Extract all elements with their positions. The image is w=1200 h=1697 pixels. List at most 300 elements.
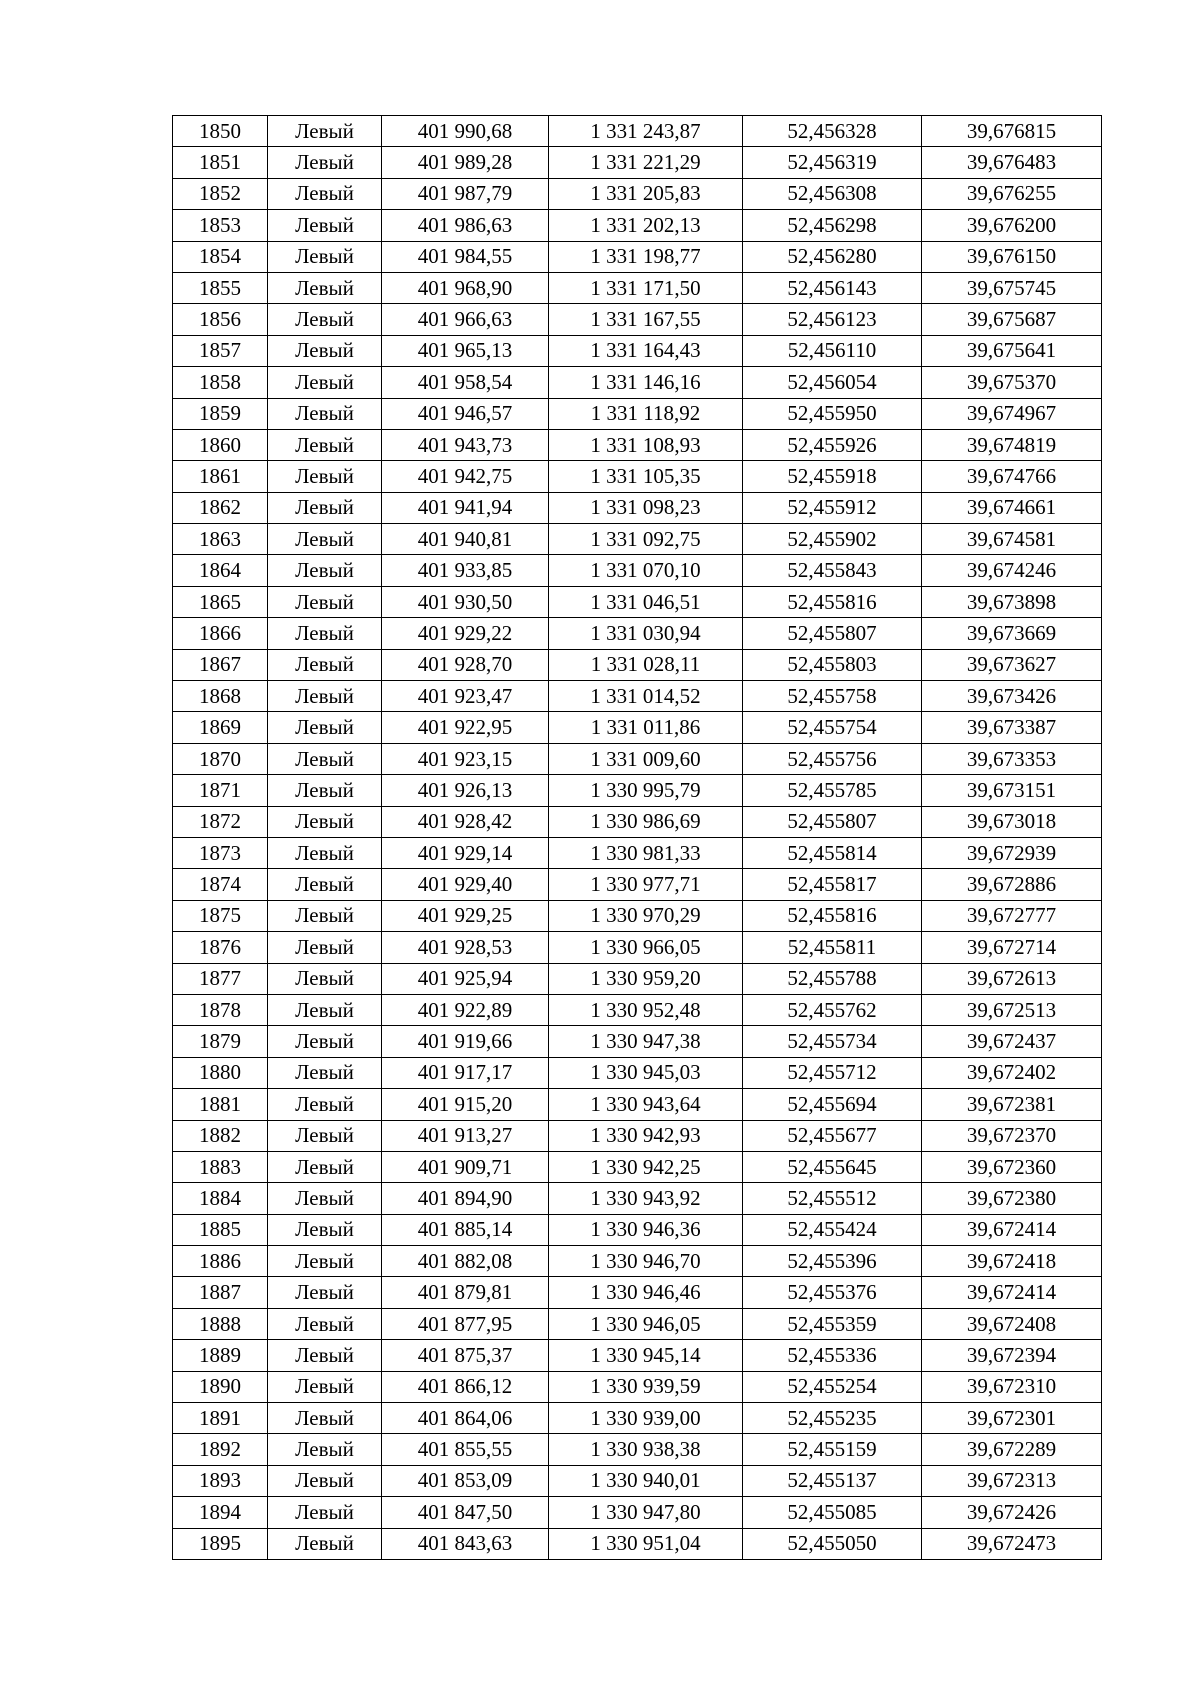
longitude-cell: 39,673353 [922, 743, 1102, 774]
side-cell: Левый [268, 994, 382, 1025]
longitude-cell: 39,672360 [922, 1151, 1102, 1182]
latitude-cell: 52,455254 [743, 1371, 922, 1402]
point-number-cell: 1886 [173, 1246, 268, 1277]
x-coordinate-cell: 401 928,70 [382, 649, 549, 680]
table-row [173, 1120, 1102, 1151]
side-cell: Левый [268, 116, 382, 147]
table-row [173, 555, 1102, 586]
point-number-cell: 1867 [173, 649, 268, 680]
longitude-cell: 39,672426 [922, 1497, 1102, 1528]
table-row [173, 1497, 1102, 1528]
point-number-cell: 1881 [173, 1089, 268, 1120]
side-cell: Левый [268, 1465, 382, 1496]
latitude-cell: 52,456123 [743, 304, 922, 335]
longitude-cell: 39,676150 [922, 241, 1102, 272]
y-coordinate-cell: 1 331 092,75 [549, 524, 743, 555]
y-coordinate-cell: 1 331 205,83 [549, 178, 743, 209]
x-coordinate-cell: 401 928,53 [382, 932, 549, 963]
table-row [173, 147, 1102, 178]
table-row [173, 524, 1102, 555]
latitude-cell: 52,455694 [743, 1089, 922, 1120]
longitude-cell: 39,673898 [922, 586, 1102, 617]
y-coordinate-cell: 1 331 146,16 [549, 367, 743, 398]
side-cell: Левый [268, 461, 382, 492]
x-coordinate-cell: 401 987,79 [382, 178, 549, 209]
y-coordinate-cell: 1 331 202,13 [549, 210, 743, 241]
side-cell: Левый [268, 335, 382, 366]
longitude-cell: 39,672777 [922, 900, 1102, 931]
table-row [173, 1308, 1102, 1339]
latitude-cell: 52,455926 [743, 429, 922, 460]
table-row [173, 932, 1102, 963]
point-number-cell: 1850 [173, 116, 268, 147]
longitude-cell: 39,675687 [922, 304, 1102, 335]
y-coordinate-cell: 1 330 945,14 [549, 1340, 743, 1371]
latitude-cell: 52,455754 [743, 712, 922, 743]
point-number-cell: 1860 [173, 429, 268, 460]
table-row [173, 367, 1102, 398]
longitude-cell: 39,672939 [922, 837, 1102, 868]
table-row [173, 304, 1102, 335]
y-coordinate-cell: 1 331 014,52 [549, 681, 743, 712]
point-number-cell: 1869 [173, 712, 268, 743]
point-number-cell: 1889 [173, 1340, 268, 1371]
latitude-cell: 52,455811 [743, 932, 922, 963]
point-number-cell: 1878 [173, 994, 268, 1025]
latitude-cell: 52,456328 [743, 116, 922, 147]
point-number-cell: 1877 [173, 963, 268, 994]
side-cell: Левый [268, 1403, 382, 1434]
longitude-cell: 39,675745 [922, 272, 1102, 303]
point-number-cell: 1874 [173, 869, 268, 900]
point-number-cell: 1885 [173, 1214, 268, 1245]
point-number-cell: 1884 [173, 1183, 268, 1214]
longitude-cell: 39,672414 [922, 1277, 1102, 1308]
x-coordinate-cell: 401 940,81 [382, 524, 549, 555]
longitude-cell: 39,673018 [922, 806, 1102, 837]
latitude-cell: 52,455950 [743, 398, 922, 429]
table-row [173, 775, 1102, 806]
side-cell: Левый [268, 1089, 382, 1120]
side-cell: Левый [268, 1120, 382, 1151]
longitude-cell: 39,672418 [922, 1246, 1102, 1277]
point-number-cell: 1882 [173, 1120, 268, 1151]
x-coordinate-cell: 401 879,81 [382, 1277, 549, 1308]
x-coordinate-cell: 401 966,63 [382, 304, 549, 335]
y-coordinate-cell: 1 330 970,29 [549, 900, 743, 931]
y-coordinate-cell: 1 330 942,93 [549, 1120, 743, 1151]
y-coordinate-cell: 1 331 118,92 [549, 398, 743, 429]
table-row [173, 429, 1102, 460]
side-cell: Левый [268, 1214, 382, 1245]
x-coordinate-cell: 401 894,90 [382, 1183, 549, 1214]
latitude-cell: 52,456054 [743, 367, 922, 398]
point-number-cell: 1876 [173, 932, 268, 963]
longitude-cell: 39,672310 [922, 1371, 1102, 1402]
x-coordinate-cell: 401 915,20 [382, 1089, 549, 1120]
point-number-cell: 1854 [173, 241, 268, 272]
point-number-cell: 1868 [173, 681, 268, 712]
point-number-cell: 1880 [173, 1057, 268, 1088]
x-coordinate-cell: 401 853,09 [382, 1465, 549, 1496]
longitude-cell: 39,672380 [922, 1183, 1102, 1214]
table-row [173, 272, 1102, 303]
x-coordinate-cell: 401 929,22 [382, 618, 549, 649]
longitude-cell: 39,674581 [922, 524, 1102, 555]
latitude-cell: 52,455396 [743, 1246, 922, 1277]
y-coordinate-cell: 1 330 952,48 [549, 994, 743, 1025]
point-number-cell: 1872 [173, 806, 268, 837]
side-cell: Левый [268, 1497, 382, 1528]
latitude-cell: 52,455137 [743, 1465, 922, 1496]
table-row [173, 869, 1102, 900]
side-cell: Левый [268, 147, 382, 178]
latitude-cell: 52,455807 [743, 806, 922, 837]
y-coordinate-cell: 1 330 981,33 [549, 837, 743, 868]
latitude-cell: 52,455762 [743, 994, 922, 1025]
point-number-cell: 1871 [173, 775, 268, 806]
longitude-cell: 39,676255 [922, 178, 1102, 209]
point-number-cell: 1855 [173, 272, 268, 303]
y-coordinate-cell: 1 330 943,64 [549, 1089, 743, 1120]
side-cell: Левый [268, 712, 382, 743]
y-coordinate-cell: 1 331 108,93 [549, 429, 743, 460]
side-cell: Левый [268, 1308, 382, 1339]
side-cell: Левый [268, 586, 382, 617]
longitude-cell: 39,676483 [922, 147, 1102, 178]
point-number-cell: 1852 [173, 178, 268, 209]
side-cell: Левый [268, 1528, 382, 1559]
table-row [173, 963, 1102, 994]
y-coordinate-cell: 1 330 986,69 [549, 806, 743, 837]
side-cell: Левый [268, 775, 382, 806]
longitude-cell: 39,672513 [922, 994, 1102, 1025]
table-row [173, 1340, 1102, 1371]
table-row [173, 1465, 1102, 1496]
x-coordinate-cell: 401 929,25 [382, 900, 549, 931]
y-coordinate-cell: 1 331 070,10 [549, 555, 743, 586]
side-cell: Левый [268, 524, 382, 555]
point-number-cell: 1865 [173, 586, 268, 617]
table-row [173, 1434, 1102, 1465]
side-cell: Левый [268, 932, 382, 963]
y-coordinate-cell: 1 330 959,20 [549, 963, 743, 994]
y-coordinate-cell: 1 331 098,23 [549, 492, 743, 523]
x-coordinate-cell: 401 923,15 [382, 743, 549, 774]
point-number-cell: 1870 [173, 743, 268, 774]
x-coordinate-cell: 401 933,85 [382, 555, 549, 586]
latitude-cell: 52,456143 [743, 272, 922, 303]
side-cell: Левый [268, 1340, 382, 1371]
latitude-cell: 52,456280 [743, 241, 922, 272]
side-cell: Левый [268, 681, 382, 712]
point-number-cell: 1879 [173, 1026, 268, 1057]
side-cell: Левый [268, 1057, 382, 1088]
table-row [173, 210, 1102, 241]
table-row [173, 1057, 1102, 1088]
longitude-cell: 39,673669 [922, 618, 1102, 649]
latitude-cell: 52,455756 [743, 743, 922, 774]
side-cell: Левый [268, 1026, 382, 1057]
x-coordinate-cell: 401 885,14 [382, 1214, 549, 1245]
side-cell: Левый [268, 1371, 382, 1402]
y-coordinate-cell: 1 330 945,03 [549, 1057, 743, 1088]
table-row [173, 837, 1102, 868]
table-row [173, 461, 1102, 492]
x-coordinate-cell: 401 968,90 [382, 272, 549, 303]
table-row [173, 1089, 1102, 1120]
latitude-cell: 52,455918 [743, 461, 922, 492]
longitude-cell: 39,672473 [922, 1528, 1102, 1559]
y-coordinate-cell: 1 331 030,94 [549, 618, 743, 649]
x-coordinate-cell: 401 847,50 [382, 1497, 549, 1528]
table-row [173, 994, 1102, 1025]
y-coordinate-cell: 1 331 028,11 [549, 649, 743, 680]
point-number-cell: 1861 [173, 461, 268, 492]
point-number-cell: 1859 [173, 398, 268, 429]
y-coordinate-cell: 1 331 221,29 [549, 147, 743, 178]
table-row [173, 806, 1102, 837]
table-row [173, 178, 1102, 209]
x-coordinate-cell: 401 922,89 [382, 994, 549, 1025]
y-coordinate-cell: 1 330 939,59 [549, 1371, 743, 1402]
longitude-cell: 39,672394 [922, 1340, 1102, 1371]
x-coordinate-cell: 401 917,17 [382, 1057, 549, 1088]
latitude-cell: 52,456308 [743, 178, 922, 209]
side-cell: Левый [268, 1277, 382, 1308]
table-row [173, 1277, 1102, 1308]
x-coordinate-cell: 401 941,94 [382, 492, 549, 523]
y-coordinate-cell: 1 330 946,70 [549, 1246, 743, 1277]
longitude-cell: 39,675641 [922, 335, 1102, 366]
point-number-cell: 1883 [173, 1151, 268, 1182]
x-coordinate-cell: 401 989,28 [382, 147, 549, 178]
longitude-cell: 39,672301 [922, 1403, 1102, 1434]
side-cell: Левый [268, 429, 382, 460]
side-cell: Левый [268, 869, 382, 900]
x-coordinate-cell: 401 929,40 [382, 869, 549, 900]
side-cell: Левый [268, 304, 382, 335]
y-coordinate-cell: 1 331 105,35 [549, 461, 743, 492]
longitude-cell: 39,674967 [922, 398, 1102, 429]
y-coordinate-cell: 1 331 198,77 [549, 241, 743, 272]
x-coordinate-cell: 401 928,42 [382, 806, 549, 837]
latitude-cell: 52,455336 [743, 1340, 922, 1371]
table-row [173, 1151, 1102, 1182]
table-row [173, 1214, 1102, 1245]
longitude-cell: 39,674766 [922, 461, 1102, 492]
longitude-cell: 39,676815 [922, 116, 1102, 147]
longitude-cell: 39,672414 [922, 1214, 1102, 1245]
side-cell: Левый [268, 806, 382, 837]
x-coordinate-cell: 401 984,55 [382, 241, 549, 272]
x-coordinate-cell: 401 923,47 [382, 681, 549, 712]
x-coordinate-cell: 401 930,50 [382, 586, 549, 617]
point-number-cell: 1892 [173, 1434, 268, 1465]
side-cell: Левый [268, 618, 382, 649]
side-cell: Левый [268, 210, 382, 241]
latitude-cell: 52,455645 [743, 1151, 922, 1182]
point-number-cell: 1887 [173, 1277, 268, 1308]
y-coordinate-cell: 1 330 946,36 [549, 1214, 743, 1245]
side-cell: Левый [268, 272, 382, 303]
y-coordinate-cell: 1 330 995,79 [549, 775, 743, 806]
side-cell: Левый [268, 367, 382, 398]
point-number-cell: 1858 [173, 367, 268, 398]
y-coordinate-cell: 1 330 947,38 [549, 1026, 743, 1057]
table-row [173, 492, 1102, 523]
table-row [173, 335, 1102, 366]
longitude-cell: 39,672370 [922, 1120, 1102, 1151]
longitude-cell: 39,672437 [922, 1026, 1102, 1057]
x-coordinate-cell: 401 946,57 [382, 398, 549, 429]
table-row [173, 1183, 1102, 1214]
longitude-cell: 39,676200 [922, 210, 1102, 241]
latitude-cell: 52,455376 [743, 1277, 922, 1308]
longitude-cell: 39,674661 [922, 492, 1102, 523]
y-coordinate-cell: 1 331 011,86 [549, 712, 743, 743]
table-row [173, 586, 1102, 617]
side-cell: Левый [268, 900, 382, 931]
point-number-cell: 1856 [173, 304, 268, 335]
point-number-cell: 1851 [173, 147, 268, 178]
latitude-cell: 52,455816 [743, 586, 922, 617]
x-coordinate-cell: 401 913,27 [382, 1120, 549, 1151]
table-row [173, 116, 1102, 147]
y-coordinate-cell: 1 330 951,04 [549, 1528, 743, 1559]
side-cell: Левый [268, 963, 382, 994]
latitude-cell: 52,456298 [743, 210, 922, 241]
x-coordinate-cell: 401 990,68 [382, 116, 549, 147]
latitude-cell: 52,455159 [743, 1434, 922, 1465]
side-cell: Левый [268, 743, 382, 774]
table-row [173, 900, 1102, 931]
latitude-cell: 52,455359 [743, 1308, 922, 1339]
longitude-cell: 39,672714 [922, 932, 1102, 963]
longitude-cell: 39,673151 [922, 775, 1102, 806]
latitude-cell: 52,455085 [743, 1497, 922, 1528]
x-coordinate-cell: 401 864,06 [382, 1403, 549, 1434]
table-row [173, 1528, 1102, 1559]
latitude-cell: 52,455816 [743, 900, 922, 931]
x-coordinate-cell: 401 855,55 [382, 1434, 549, 1465]
y-coordinate-cell: 1 330 943,92 [549, 1183, 743, 1214]
longitude-cell: 39,673627 [922, 649, 1102, 680]
y-coordinate-cell: 1 331 167,55 [549, 304, 743, 335]
table-row [173, 398, 1102, 429]
x-coordinate-cell: 401 943,73 [382, 429, 549, 460]
side-cell: Левый [268, 1151, 382, 1182]
x-coordinate-cell: 401 926,13 [382, 775, 549, 806]
side-cell: Левый [268, 1183, 382, 1214]
table-row [173, 1371, 1102, 1402]
x-coordinate-cell: 401 929,14 [382, 837, 549, 868]
latitude-cell: 52,455912 [743, 492, 922, 523]
coordinates-table [172, 115, 1102, 1560]
y-coordinate-cell: 1 331 164,43 [549, 335, 743, 366]
point-number-cell: 1891 [173, 1403, 268, 1434]
latitude-cell: 52,456110 [743, 335, 922, 366]
point-number-cell: 1862 [173, 492, 268, 523]
y-coordinate-cell: 1 330 946,05 [549, 1308, 743, 1339]
latitude-cell: 52,456319 [743, 147, 922, 178]
x-coordinate-cell: 401 942,75 [382, 461, 549, 492]
table-row [173, 649, 1102, 680]
side-cell: Левый [268, 241, 382, 272]
point-number-cell: 1864 [173, 555, 268, 586]
longitude-cell: 39,672313 [922, 1465, 1102, 1496]
longitude-cell: 39,672408 [922, 1308, 1102, 1339]
table-row [173, 241, 1102, 272]
longitude-cell: 39,674246 [922, 555, 1102, 586]
y-coordinate-cell: 1 330 966,05 [549, 932, 743, 963]
point-number-cell: 1890 [173, 1371, 268, 1402]
longitude-cell: 39,672381 [922, 1089, 1102, 1120]
point-number-cell: 1894 [173, 1497, 268, 1528]
side-cell: Левый [268, 1246, 382, 1277]
longitude-cell: 39,672289 [922, 1434, 1102, 1465]
latitude-cell: 52,455424 [743, 1214, 922, 1245]
point-number-cell: 1895 [173, 1528, 268, 1559]
latitude-cell: 52,455803 [743, 649, 922, 680]
latitude-cell: 52,455512 [743, 1183, 922, 1214]
side-cell: Левый [268, 1434, 382, 1465]
x-coordinate-cell: 401 866,12 [382, 1371, 549, 1402]
coordinates-table-body [173, 116, 1102, 1560]
y-coordinate-cell: 1 331 243,87 [549, 116, 743, 147]
latitude-cell: 52,455677 [743, 1120, 922, 1151]
longitude-cell: 39,674819 [922, 429, 1102, 460]
x-coordinate-cell: 401 919,66 [382, 1026, 549, 1057]
longitude-cell: 39,675370 [922, 367, 1102, 398]
table-row [173, 712, 1102, 743]
longitude-cell: 39,672613 [922, 963, 1102, 994]
point-number-cell: 1875 [173, 900, 268, 931]
y-coordinate-cell: 1 330 947,80 [549, 1497, 743, 1528]
x-coordinate-cell: 401 965,13 [382, 335, 549, 366]
y-coordinate-cell: 1 330 942,25 [549, 1151, 743, 1182]
latitude-cell: 52,455788 [743, 963, 922, 994]
point-number-cell: 1866 [173, 618, 268, 649]
latitude-cell: 52,455902 [743, 524, 922, 555]
x-coordinate-cell: 401 909,71 [382, 1151, 549, 1182]
point-number-cell: 1853 [173, 210, 268, 241]
latitude-cell: 52,455758 [743, 681, 922, 712]
table-row [173, 743, 1102, 774]
latitude-cell: 52,455807 [743, 618, 922, 649]
y-coordinate-cell: 1 330 938,38 [549, 1434, 743, 1465]
latitude-cell: 52,455814 [743, 837, 922, 868]
latitude-cell: 52,455734 [743, 1026, 922, 1057]
side-cell: Левый [268, 178, 382, 209]
point-number-cell: 1873 [173, 837, 268, 868]
table-row [173, 681, 1102, 712]
point-number-cell: 1857 [173, 335, 268, 366]
side-cell: Левый [268, 492, 382, 523]
latitude-cell: 52,455843 [743, 555, 922, 586]
table-row [173, 1403, 1102, 1434]
x-coordinate-cell: 401 843,63 [382, 1528, 549, 1559]
table-row [173, 618, 1102, 649]
table-row [173, 1246, 1102, 1277]
latitude-cell: 52,455785 [743, 775, 922, 806]
table-row [173, 1026, 1102, 1057]
point-number-cell: 1888 [173, 1308, 268, 1339]
y-coordinate-cell: 1 330 946,46 [549, 1277, 743, 1308]
latitude-cell: 52,455050 [743, 1528, 922, 1559]
y-coordinate-cell: 1 331 046,51 [549, 586, 743, 617]
longitude-cell: 39,672402 [922, 1057, 1102, 1088]
